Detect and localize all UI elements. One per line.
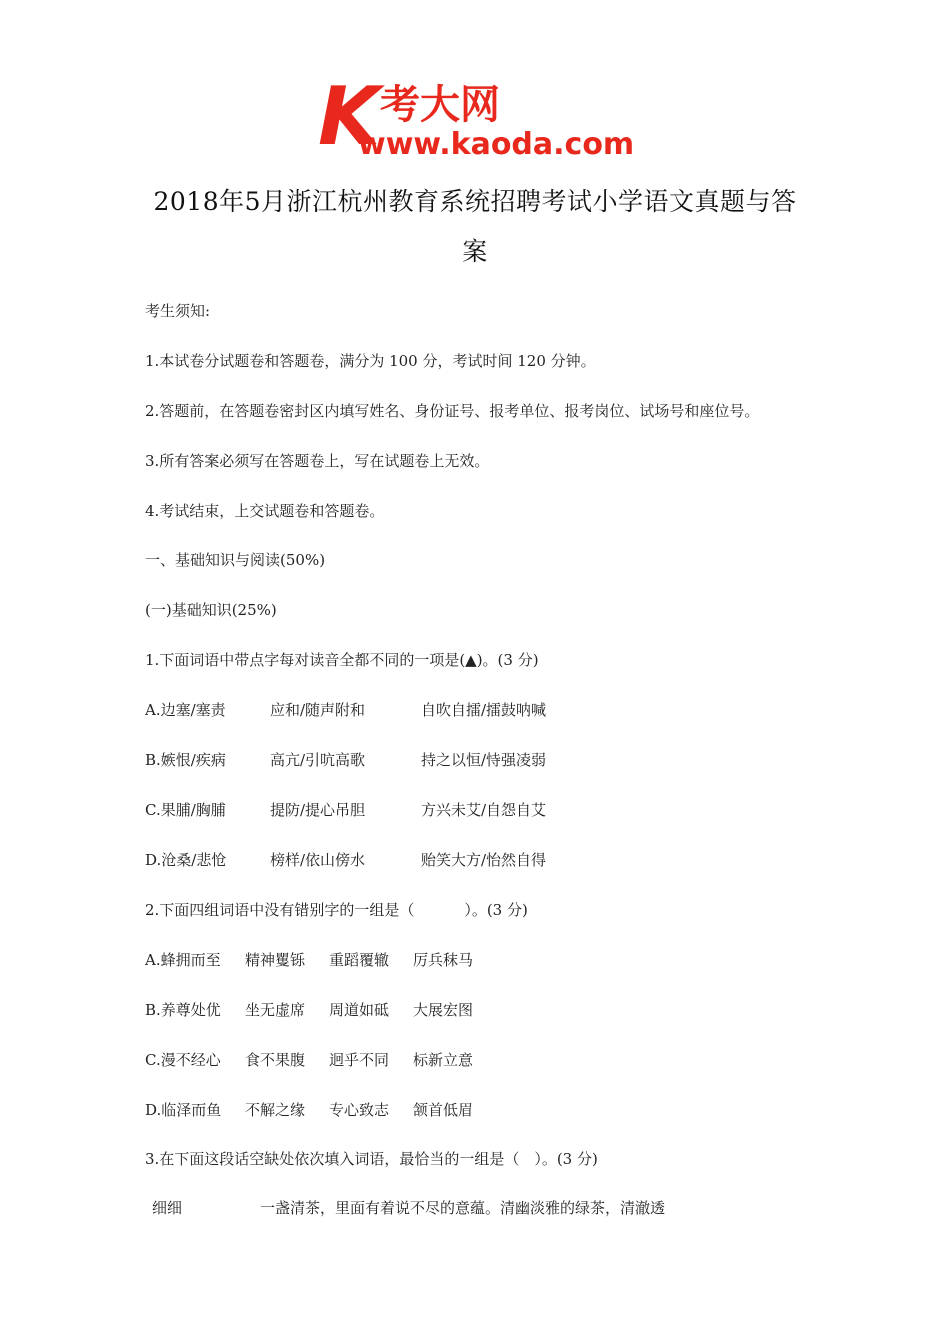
option-part: B.嫉恨/疾病 bbox=[145, 751, 226, 769]
option-part: 方兴未艾/自怨自艾 bbox=[421, 801, 547, 819]
option-part: 榜样/依山傍水 bbox=[270, 851, 366, 869]
question-2-stem bbox=[145, 900, 528, 920]
option-part: 应和/随声附和 bbox=[270, 701, 366, 719]
option-part: B.养尊处优 bbox=[145, 1001, 221, 1019]
question-3-stem: 3.在下面这段话空缺处依次填入词语，最恰当的一组是（ ）。(3 分) bbox=[145, 1150, 598, 1168]
question-2-option bbox=[145, 1100, 473, 1120]
notice-item: 3.所有答案必须写在答题卷上，写在试题卷上无效。 bbox=[145, 452, 490, 470]
option-part: 精神矍铄 bbox=[245, 951, 306, 969]
question-2-option bbox=[145, 1000, 473, 1020]
option-part: 周道如砥 bbox=[329, 1001, 390, 1019]
notice-item: 1.本试卷分试题卷和答题卷，满分为 100 分，考试时间 120 分钟。 bbox=[145, 352, 596, 370]
option-part: A.边塞/塞责 bbox=[145, 701, 226, 719]
logo-brand-cn: 考大网 bbox=[380, 82, 500, 128]
option-part: 专心致志 bbox=[329, 1101, 390, 1119]
option-part: D.临泽而鱼 bbox=[145, 1101, 222, 1119]
option-part: A.蜂拥而至 bbox=[145, 951, 221, 969]
option-part: 颔首低眉 bbox=[413, 1101, 474, 1119]
option-part: 大展宏图 bbox=[413, 1001, 474, 1019]
notice-heading: 考生须知: bbox=[145, 302, 211, 320]
logo-k-letter: K bbox=[318, 78, 380, 160]
option-part: 贻笑大方/怡然自得 bbox=[421, 851, 547, 869]
option-part: 迥乎不同 bbox=[329, 1051, 390, 1069]
section-heading: 一、基础知识与阅读(50%) bbox=[145, 551, 326, 569]
subsection-heading: (一)基础知识(25%) bbox=[145, 601, 277, 619]
notice-item: 4.考试结束，上交试题卷和答题卷。 bbox=[145, 502, 385, 520]
option-part: 自吹自擂/擂鼓呐喊 bbox=[421, 701, 547, 719]
passage-part: 细细 bbox=[152, 1199, 183, 1217]
option-part: D.沧桑/悲怆 bbox=[145, 851, 227, 869]
question-2-stem-part: 2.下面四组词语中没有错别字的一组是（ bbox=[145, 901, 415, 919]
kaoda-logo bbox=[318, 78, 638, 160]
option-part: 持之以恒/恃强凌弱 bbox=[421, 751, 547, 769]
document-title-line1: 2018年5月浙江杭州教育系统招聘考试小学语文真题与答 bbox=[153, 187, 797, 216]
option-part: 提防/提心吊胆 bbox=[270, 801, 366, 819]
option-part: 重蹈覆辙 bbox=[329, 951, 390, 969]
passage-part: 一盏清茶，里面有着说不尽的意蕴。清幽淡雅的绿茶，清澈透 bbox=[260, 1199, 666, 1217]
question-2-option bbox=[145, 1050, 473, 1070]
option-part: 标新立意 bbox=[413, 1051, 474, 1069]
option-part: C.漫不经心 bbox=[145, 1051, 221, 1069]
notice-item: 2.答题前，在答题卷密封区内填写姓名、身份证号、报考单位、报考岗位、试场号和座位号。 bbox=[145, 402, 760, 420]
question-1-option bbox=[145, 800, 546, 820]
question-1-option bbox=[145, 700, 546, 720]
question-2-stem-part: ）。(3 分) bbox=[464, 901, 528, 919]
option-part: 高亢/引吭高歌 bbox=[270, 751, 366, 769]
logo-url: www.kaoda.com bbox=[358, 127, 635, 160]
question-3-passage bbox=[152, 1198, 665, 1218]
document-title-line2: 案 bbox=[462, 237, 488, 266]
option-part: C.果脯/胸脯 bbox=[145, 801, 226, 819]
question-2-option bbox=[145, 950, 473, 970]
question-1-option bbox=[145, 850, 546, 870]
option-part: 厉兵秣马 bbox=[413, 951, 474, 969]
option-part: 食不果腹 bbox=[245, 1051, 306, 1069]
option-part: 坐无虚席 bbox=[245, 1001, 306, 1019]
question-1-stem: 1.下面词语中带点字每对读音全都不同的一项是(▲)。(3 分) bbox=[145, 651, 539, 669]
question-1-option bbox=[145, 750, 546, 770]
option-part: 不解之缘 bbox=[245, 1101, 306, 1119]
